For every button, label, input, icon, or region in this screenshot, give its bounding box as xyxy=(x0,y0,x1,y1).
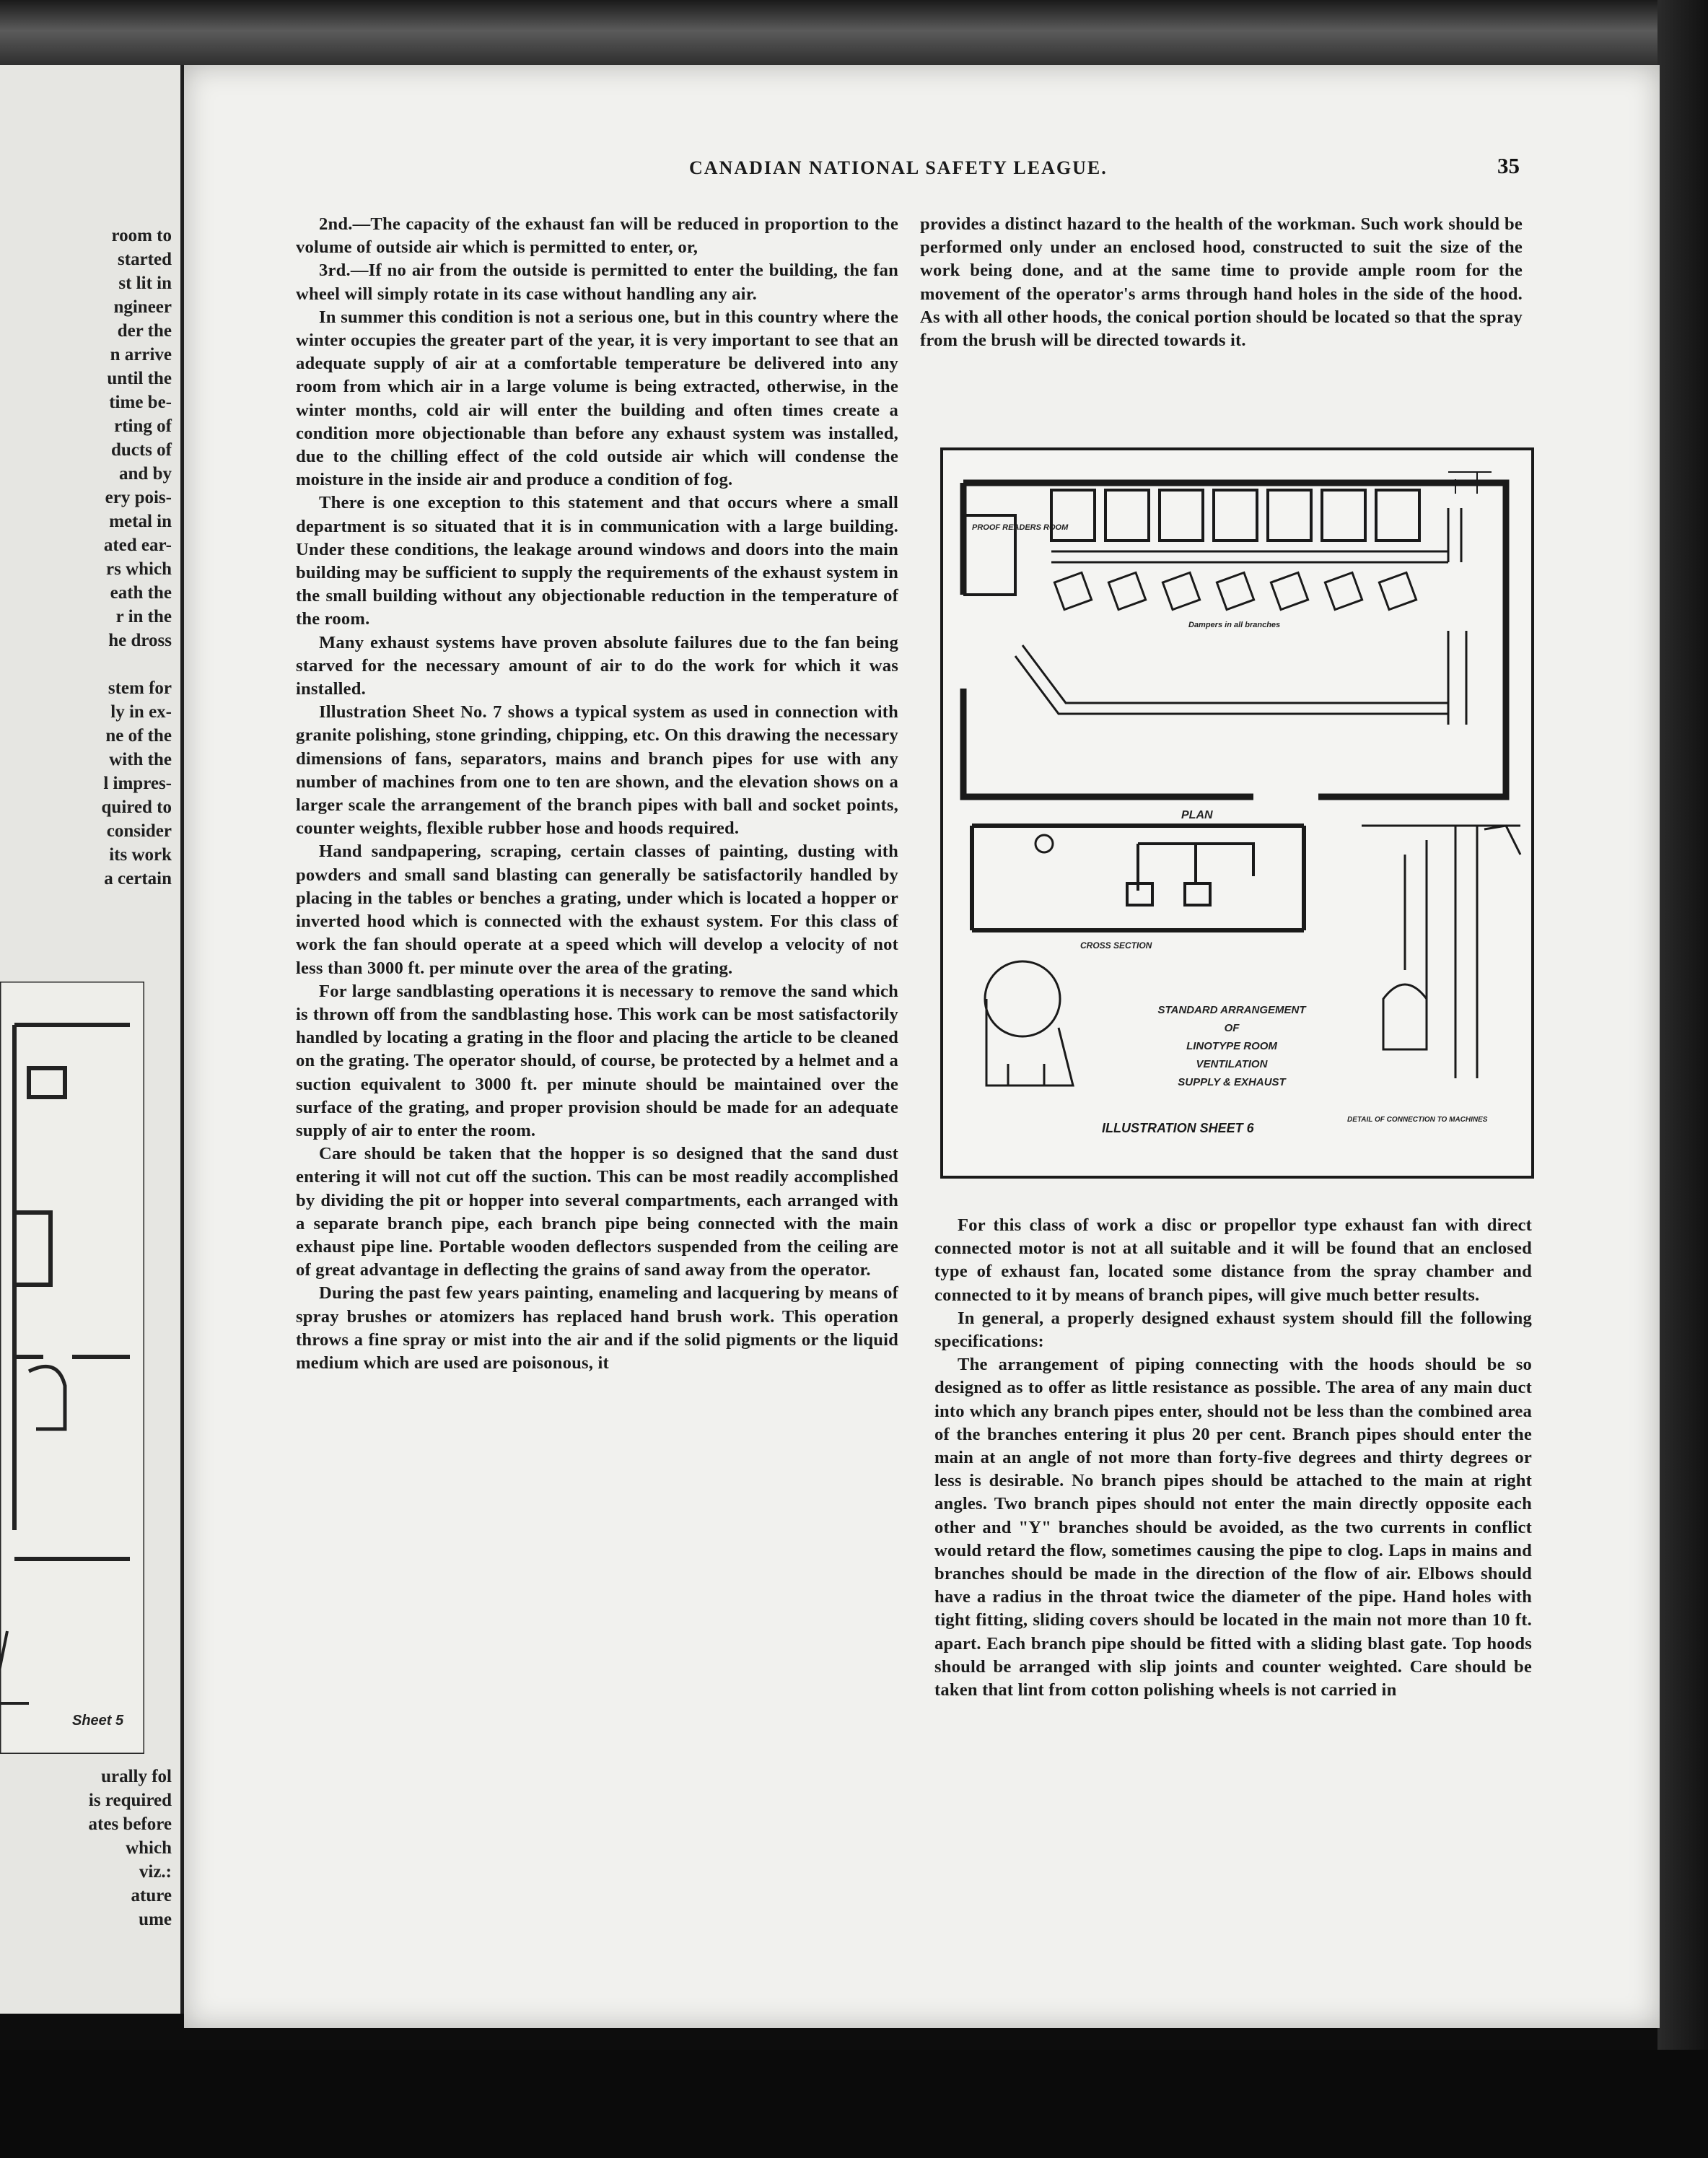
paragraph: Many exhaust systems have proven absolute failures due to the fan being starved for the necessary amount of air to do the work for which it was installed. xyxy=(296,632,898,699)
facing-text-line: ne of the xyxy=(105,726,172,746)
facing-text-line: time be- xyxy=(109,393,172,412)
facing-text-line: he dross xyxy=(108,631,172,650)
running-head: CANADIAN NATIONAL SAFETY LEAGUE. xyxy=(689,157,1108,178)
paragraph: The arrangement of piping connecting with the hoods should be so designed as to offer as little resistance as possible. The area of any main duct into which any branch pipes enter, should not be less than the combined area of the branches entering it plus 20 per cent. Branch pipes should enter the main at an angle of not more than forty-five degrees and thirty degrees or less is desirable. No branch pipes should be attached to the main at right angles. Two branch pipes should not enter the main directly opposite each other and "Y" branches should be avoided, as the two currents in conflict would retard the flow, sometimes causing the pipe to clog. Laps in mains and branches should be made in the direction of the flow of air. Elbows should have a radius in the throat twice the diameter of the pipe. Hand holes with tight fitting, sliding covers should be located in the main not more than 10 ft. apart. Each branch pipe should be fitted with a sliding blast gate. Top hoods should be arranged with slip joints and counter weighted. Care should be taken that lint from cotton polishing wheels is not carried in xyxy=(934,1355,1532,1700)
facing-text-line: n arrive xyxy=(110,345,172,364)
facing-text-line: r in the xyxy=(115,607,172,626)
plan-label: PLAN xyxy=(1181,809,1213,821)
facing-page xyxy=(0,65,188,2014)
facing-text-line: ly in ex- xyxy=(110,702,172,722)
illustration-caption: ILLUSTRATION SHEET 6 xyxy=(1102,1121,1254,1135)
facing-text-line: der the xyxy=(117,321,172,341)
facing-text-line: a certain xyxy=(104,869,172,888)
facing-text-line: ated ear- xyxy=(103,536,172,555)
paragraph: During the past few years painting, enameling and lacquering by means of spray brushes or atomizers has replaced hand brush work. This operation throws a fine spray or mist into the air and if the solid pigments or the liquid medium which are used are poisonous, it xyxy=(296,1283,898,1373)
facing-text-line: viz.: xyxy=(139,1862,172,1882)
paragraph: For large sandblasting operations it is necessary to remove the sand which is thrown off from the sandblasting hose. This work can be most satisfactorily handled by locating a grating in the floor and placing the article to be cleaned on the grating. The operator should, of course, be protected by a helmet and a suction equivalent to 3000 ft. per minute should be maintained over the surface of the grating, and proper provision should be made for an adequate supply of air to enter the room. xyxy=(296,981,898,1140)
title-line-1: STANDARD ARRANGEMENT xyxy=(1157,1004,1306,1016)
illustration-sheet-6 xyxy=(940,447,1534,1179)
facing-text-line: ature xyxy=(131,1886,172,1905)
title-line-4: VENTILATION xyxy=(1196,1058,1268,1070)
facing-text-line: ates before xyxy=(88,1814,172,1834)
facing-text-line: urally fol xyxy=(101,1767,172,1786)
facing-text-line: its work xyxy=(109,845,172,865)
room-label: PROOF READERS ROOM xyxy=(972,523,1069,532)
facing-text-line: st lit in xyxy=(118,274,172,293)
paragraph: provides a distinct hazard to the health of the workman. Such work should be performed only under an enclosed hood, constructed to suit the size of the work being done, and at the same time to provide ample room for the movement of the operator's arms through hand holes in the side of the hood. As with all other hoods, the conical portion should be located so that the spray from the brush will be directed towards it. xyxy=(920,214,1523,351)
facing-page-figure xyxy=(0,982,144,1754)
facing-text-line: eath the xyxy=(110,583,172,603)
facing-text-line: consider xyxy=(106,821,172,841)
right-text-column-top xyxy=(920,213,1523,352)
facing-text-line: and by xyxy=(119,464,172,484)
ventilation-diagram xyxy=(943,450,1531,1176)
detail-label: DETAIL OF CONNECTION TO MACHINES xyxy=(1347,1116,1488,1124)
facing-page-text-top xyxy=(102,224,172,891)
facing-text-line: quired to xyxy=(101,798,172,817)
facing-text-line: ngineer xyxy=(113,297,172,317)
cross-section-label: CROSS SECTION xyxy=(1080,940,1152,951)
title-line-2: OF xyxy=(1224,1022,1240,1034)
left-text-column xyxy=(296,213,898,1375)
facing-figure-caption: Sheet 5 xyxy=(72,1713,124,1729)
facing-text-line: with the xyxy=(109,750,172,769)
right-text-column-bottom xyxy=(934,1214,1532,1702)
facing-text-line: ume xyxy=(139,1910,172,1929)
facing-text-line: until the xyxy=(107,369,172,388)
facing-text-line: metal in xyxy=(109,512,172,531)
paragraph: Care should be taken that the hopper is so designed that the sand dust entering it will not cut off the suction. This can be most readily accomplished by dividing the pit or hopper into several compartments, each arranged with a separate branch pipe, each branch pipe being connected with the main exhaust pipe line. Portable wooden deflectors suspended from the ceiling are of great advantage in deflecting the grains of sand away from the operator. xyxy=(296,1144,898,1280)
facing-text-line: which xyxy=(126,1838,172,1858)
facing-text-line: started xyxy=(118,250,172,269)
linotype-machine-row xyxy=(1051,490,1419,541)
lower-machine-row xyxy=(1054,572,1416,609)
paragraph: 3rd.—If no air from the outside is permitted to enter the building, the fan wheel will simply rotate in its case without handling any air. xyxy=(296,261,898,304)
facing-text-line: ery pois- xyxy=(105,488,172,507)
facing-text-line: stem for xyxy=(108,678,172,698)
paragraph: Illustration Sheet No. 7 shows a typical system as used in connection with granite polishing, stone grinding, chipping, etc. On this drawing the necessary dimensions of fans, separators, mains and branch pipes for use with any number of machines from one to ten are shown, and the elevation shows on a larger scale the arrangement of the branch pipes with ball and socket points, counter weights, flexible rubber hose and hoods required. xyxy=(296,702,898,839)
title-line-3: LINOTYPE ROOM xyxy=(1186,1040,1277,1052)
paragraph: There is one exception to this statement and that occurs where a small department is so situated that it is in communication with a large building. Under these conditions, the leakage around windows and doors into the main building may be sufficient to supply the requirements of the exhaust system in the small building without any objectionable reduction in the temperature of the room. xyxy=(296,493,898,629)
paragraph: In summer this condition is not a serious one, but in this country where the winter occupies the greater part of the year, it is very important to see that an adequate supply of air at a comfortable temperature be delivered into any room from which air in a large volume is being extracted, otherwise, in the winter months, cold air will enter the building and often times create a condition more objectionable than before any exhaust system was installed, due to the chilling effect of the cold outside air which will condense the moisture in the inside air and produce a condition of fog. xyxy=(296,307,898,490)
paragraph: 2nd.—The capacity of the exhaust fan will be reduced in proportion to the volume of outside air which is permitted to enter, or, xyxy=(296,214,898,258)
paragraph: Hand sandpapering, scraping, certain classes of painting, dusting with powders and small sand blasting can generally be satisfactorily handled by placing in the tables or benches a grating, under which is located a hopper or inverted hood which is connected with the exhaust system. For this class of work the fan should operate at a speed which will develop a velocity of not less than 3000 ft. per minute over the area of the grating. xyxy=(296,842,898,978)
dampers-label: Dampers in all branches xyxy=(1188,621,1281,629)
title-line-5: SUPPLY & EXHAUST xyxy=(1178,1076,1286,1088)
page-35 xyxy=(184,65,1660,2028)
facing-text-line xyxy=(102,652,172,676)
page-number: 35 xyxy=(1497,153,1520,178)
drawing-title-block xyxy=(1158,1004,1308,1088)
scanner-frame-bottom xyxy=(0,2050,1708,2158)
paragraph: For this class of work a disc or propellor type exhaust fan with direct connected motor is not at all suitable and it will be found that an enclosed type of exhaust fan, located some distance from the spray chamber and connected to it by means of branch pipes, will give much better results. xyxy=(934,1215,1532,1305)
paragraph: In general, a properly designed exhaust system should fill the following specifications: xyxy=(934,1308,1532,1352)
scanner-frame-top xyxy=(0,0,1708,69)
facing-text-line: ducts of xyxy=(110,440,172,460)
facing-text-line: rs which xyxy=(106,559,172,579)
scanner-frame-right xyxy=(1657,0,1708,2158)
facing-page-text-bottom xyxy=(89,1765,172,1931)
facing-text-line: l impres- xyxy=(103,774,172,793)
facing-text-line: is required xyxy=(88,1791,172,1810)
facing-text-line: rting of xyxy=(114,416,172,436)
facing-text-line: room to xyxy=(111,226,172,245)
